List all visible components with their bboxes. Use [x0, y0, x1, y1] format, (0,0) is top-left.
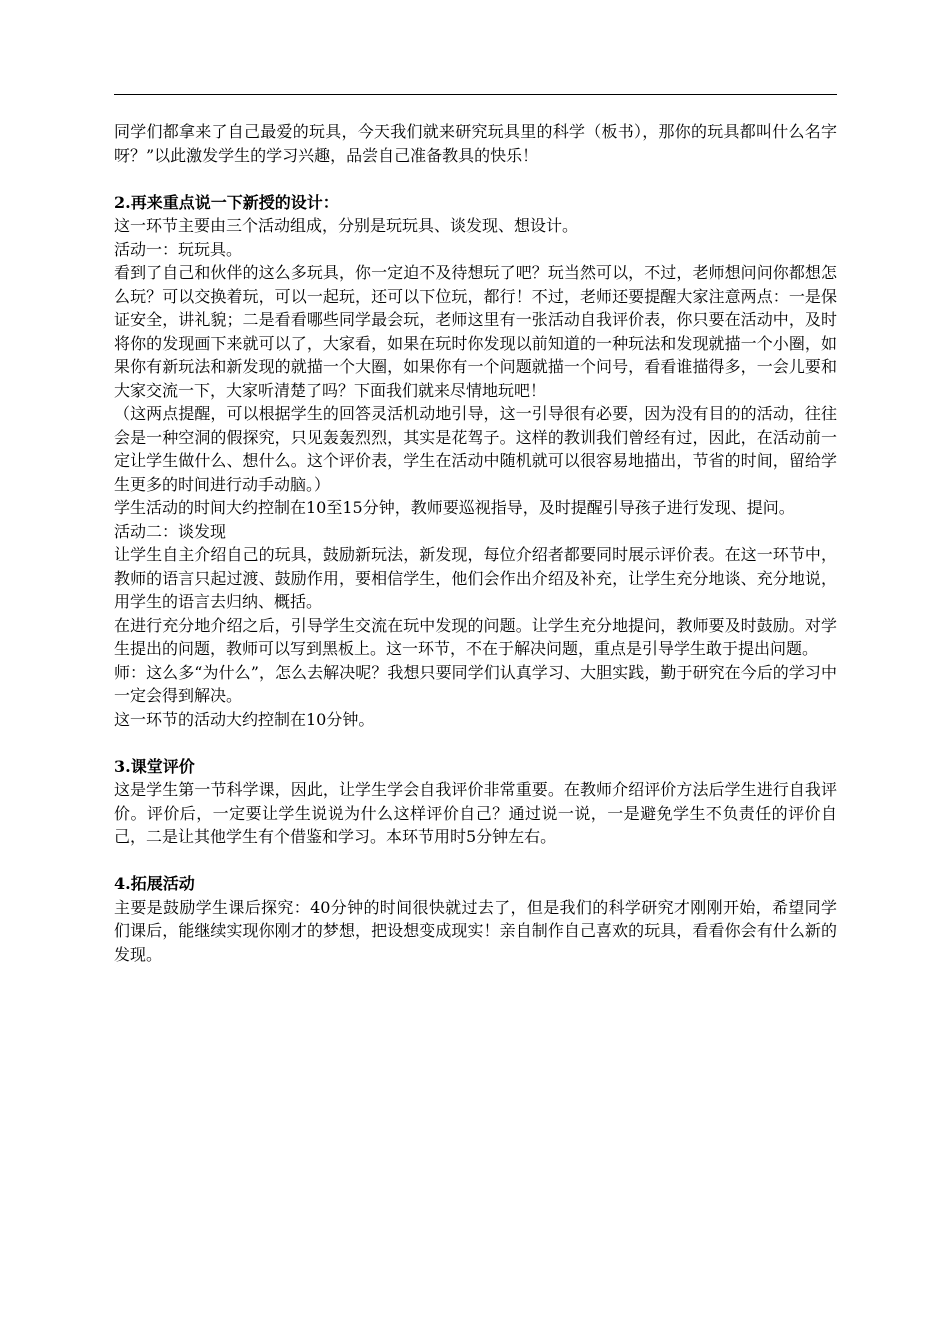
- paragraph-gap: [114, 849, 837, 873]
- section-4-heading: 4.拓展活动: [114, 874, 195, 893]
- intro-paragraph: 同学们都拿来了自己最爱的玩具，今天我们就来研究玩具里的科学（板书），那你的玩具都叫什么名字呀？”以此激发学生的学习兴趣，品尝自己准备教具的快乐！: [114, 122, 837, 165]
- section-3-heading: 3.课堂评价: [114, 756, 195, 776]
- document-body: [114, 120, 837, 966]
- section-2-overview: 这一环节主要由三个活动组成，分别是玩玩具、谈发现、想设计。: [114, 216, 579, 235]
- activity-2-body-1: 让学生自主介绍自己的玩具，鼓励新玩法，新发现，每位介绍者都要同时展示评价表。在这一环节中，教师的语言只起过渡、鼓励作用，要相信学生，他们会作出介绍及补充，让学生充分地谈、充分地说，用学生的语言去归纳、概括。: [114, 545, 837, 611]
- section-4-body: 主要是鼓励学生课后探究：40分钟的时间很快就过去了，但是我们的科学研究才刚刚开始，希望同学们课后，能继续实现你刚才的梦想，把设想变成现实！亲自制作自己喜欢的玩具，看看你会有什么新的发现。: [114, 897, 837, 964]
- section-2-heading: 2.再来重点说一下新授的设计：: [114, 192, 339, 212]
- section-3-body: 这是学生第一节科学课，因此，让学生学会自我评价非常重要。在教师介绍评价方法后学生进行自我评价。评价后，一定要让学生说说为什么这样评价自己？通过说一说，一是避免学生不负责任的评价自己，二是让其他学生有个借鉴和学习。本环节用时5分钟左右。: [114, 780, 837, 846]
- activity-2-body-3: 师：这么多“为什么”，怎么去解决呢？我想只要同学们认真学习、大胆实践，勤于研究在今后的学习中一定会得到解决。: [114, 662, 837, 705]
- activity-1-time: 学生活动的时间大约控制在10至15分钟，教师要巡视指导，及时提醒引导孩子进行发现、提问。: [114, 498, 795, 517]
- paragraph-gap: [114, 731, 837, 755]
- activity-2-body-2: 在进行充分地介绍之后，引导学生交流在玩中发现的问题。让学生充分地提问，教师要及时鼓励。对学生提出的问题，教师可以写到黑板上。这一环节，不在于解决问题，重点是引导学生敢于提出问题。: [114, 615, 837, 658]
- paragraph-gap: [114, 167, 837, 191]
- activity-2-title: 活动二：谈发现: [114, 521, 227, 541]
- activity-2-time: 这一环节的活动大约控制在10分钟。: [114, 709, 375, 729]
- activity-1-body: 看到了自己和伙伴的这么多玩具，你一定迫不及待想玩了吧？玩当然可以，不过，老师想问问你都想怎么玩？可以交换着玩，可以一起玩，还可以下位玩，都行！不过，老师还要提醒大家注意两点：一是保证安全，讲礼貌；二是看看哪些同学最会玩，老师这里有一张活动自我评价表，你只要在活动中，及时将你的发现画下来就可以了，大家看，如果在玩时你发现以前知道的一种玩法和发现就描一个小圈，如果你有新玩法和新发现的就描一个大圈，如果你有一个问题就描一个问号，看看谁描得多，一会儿要和大家交流一下，大家听清楚了吗？下面我们就来尽情地玩吧！: [114, 263, 837, 400]
- header-rule: [114, 94, 837, 95]
- activity-1-note: （这两点提醒，可以根据学生的回答灵活机动地引导，这一引导很有必要，因为没有目的的活动，往往会是一种空洞的假探究，只见轰轰烈烈，其实是花驾子。这样的教训我们曾经有过，因此，在活动前一定让学生做什么、想什么。这个评价表，学生在活动中随机就可以很容易地描出，节省的时间，留给学生更多的时间进行动手动脑。）: [114, 404, 837, 494]
- activity-1-title: 活动一：玩玩具。: [114, 239, 243, 259]
